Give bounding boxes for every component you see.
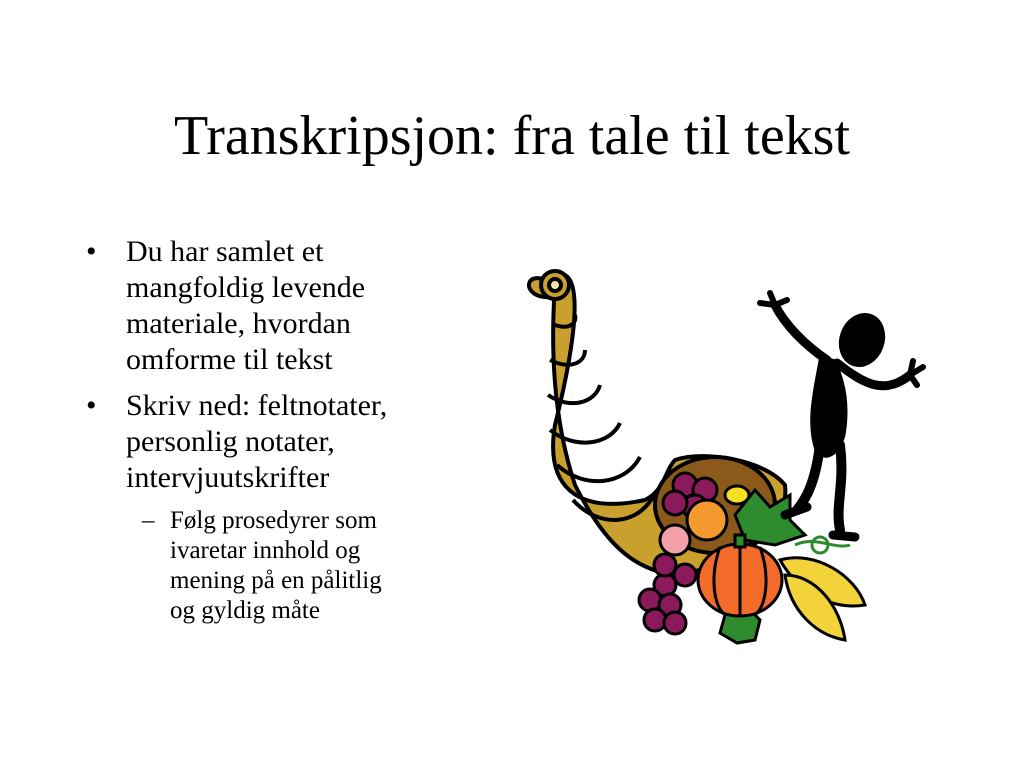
sub-bullet-line: mening på en pålitlig <box>170 567 382 594</box>
slide-body <box>86 234 496 626</box>
sub-bullet-item <box>86 506 496 626</box>
sub-bullet-line: og gyldig måte <box>170 597 320 624</box>
bullet-line: Skriv ned: feltnotater, <box>126 389 388 422</box>
slide-title: Transkripsjon: fra tale til tekst <box>173 105 851 167</box>
cornucopia-icon <box>515 245 955 665</box>
bullet-item-2 <box>86 388 496 496</box>
bullet-line: intervjuutskrifter <box>126 461 330 494</box>
sub-bullet-line: Følg prosedyrer som <box>170 507 377 534</box>
corn-icon <box>780 537 865 640</box>
bullet-line: Du har samlet et <box>126 235 324 268</box>
bullet-item-1 <box>86 234 496 378</box>
orange-icon <box>687 500 727 540</box>
sub-bullet-marker: – <box>142 507 155 534</box>
bullet-line: mangfoldig levende <box>126 271 366 304</box>
bullet-marker: • <box>86 389 97 422</box>
bullet-line: omforme til tekst <box>126 343 333 376</box>
peach-icon <box>660 525 690 555</box>
bullet-line: personlig notater, <box>126 425 335 458</box>
bullet-line: materiale, hvordan <box>126 307 351 340</box>
sub-bullet-line: ivaretar innhold og <box>170 537 361 564</box>
bullet-marker: • <box>86 235 97 268</box>
